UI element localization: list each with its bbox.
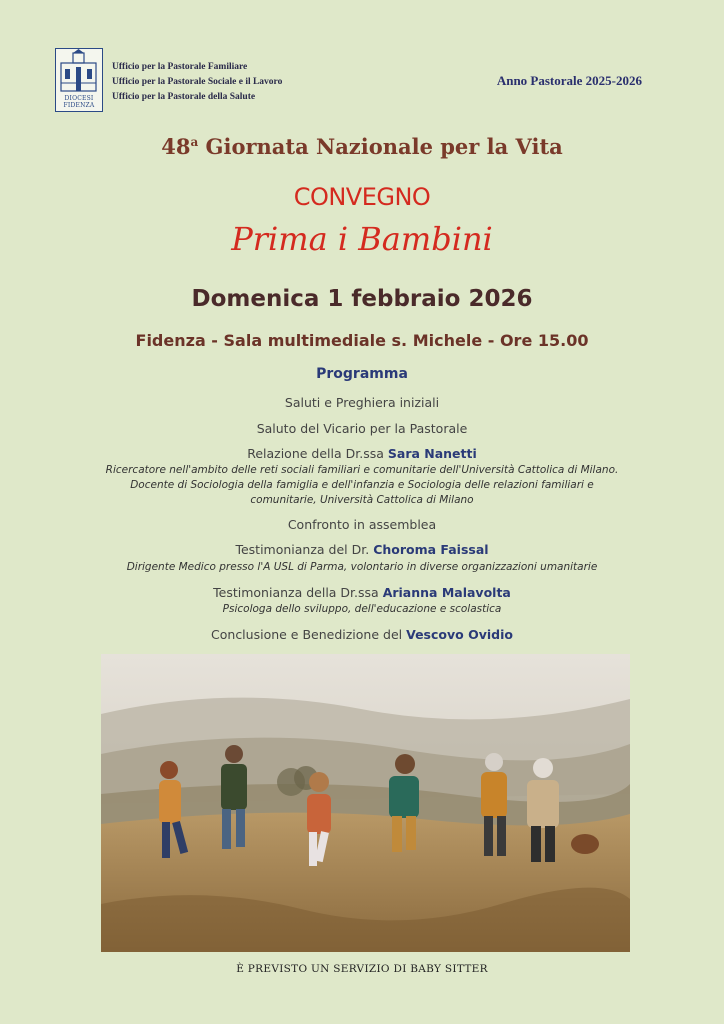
giornata-ordinal: a xyxy=(190,135,199,149)
program-heading: Programma xyxy=(316,366,408,382)
program-item-relazione xyxy=(0,446,724,461)
offices-list xyxy=(112,60,282,105)
speaker-malavolta: Arianna Malavolta xyxy=(382,585,511,600)
giornata-number: 48 xyxy=(161,134,191,159)
diocese-logo xyxy=(55,48,103,112)
office-salute: Ufficio per la Pastorale della Salute xyxy=(112,92,256,102)
office-sociale: Ufficio per la Pastorale Sociale e il Lavoro xyxy=(112,77,283,87)
vescovo-name: Vescovo Ovidio xyxy=(406,627,513,642)
nanetti-bio-line1: Ricercatore nell'ambito delle reti sociali familiari e comunitarie dell'Università Cattolica di Milano. xyxy=(105,464,619,476)
event-title: Prima i Bambini xyxy=(231,220,493,258)
relazione-prefix: Relazione della Dr.ssa xyxy=(247,446,388,461)
program-item-confronto: Confronto in assemblea xyxy=(287,517,437,532)
office-familiare: Ufficio per la Pastorale Familiare xyxy=(112,62,248,72)
church-icon xyxy=(56,49,101,95)
program-item-faissal xyxy=(0,542,724,557)
event-location: Fidenza - Sala multimediale s. Michele - Ore 15.00 xyxy=(135,331,589,350)
nanetti-bio-line2: Docente di Sociologia della famiglia e dell'infanzia e Sociologia delle relazioni familiari e xyxy=(130,479,594,491)
logo-text-line: DIOCESI FIDENZA xyxy=(63,95,95,109)
event-type: CONVEGNO xyxy=(293,183,431,211)
program-item-conclusione xyxy=(0,627,724,642)
nanetti-bio xyxy=(0,463,724,508)
malavolta-bio: Psicologa dello sviluppo, dell'educazione e scolastica xyxy=(222,603,502,615)
giornata-heading xyxy=(0,134,724,159)
giornata-title: Giornata Nazionale per la Vita xyxy=(205,134,563,159)
nanetti-bio-line3: comunitarie, Università Cattolica di Milano xyxy=(250,494,474,506)
program-item-saluti: Saluti e Preghiera iniziali xyxy=(284,395,440,410)
babysitter-note: È PREVISTO UN SERVIZIO DI BABY SITTER xyxy=(236,963,488,975)
speaker-nanetti: Sara Nanetti xyxy=(387,446,477,461)
faissal-bio: Dirigente Medico presso l'A USL di Parma, volontario in diverse organizzazioni umanitarie xyxy=(126,561,598,573)
conclusione-prefix: Conclusione e Benedizione del xyxy=(211,627,407,642)
logo-text xyxy=(56,95,102,109)
speaker-faissal: Choroma Faissal xyxy=(373,542,489,557)
event-date: Domenica 1 febbraio 2026 xyxy=(191,286,533,312)
faissal-prefix: Testimonianza del Dr. xyxy=(235,542,374,557)
program-item-vicario: Saluto del Vicario per la Pastorale xyxy=(256,421,468,436)
family-running-illustration xyxy=(101,654,630,952)
malavolta-prefix: Testimonianza della Dr.ssa xyxy=(213,585,383,600)
pastoral-year: Anno Pastorale 2025-2026 xyxy=(496,73,642,88)
program-item-malavolta xyxy=(0,585,724,600)
family-running-photo xyxy=(101,654,630,952)
